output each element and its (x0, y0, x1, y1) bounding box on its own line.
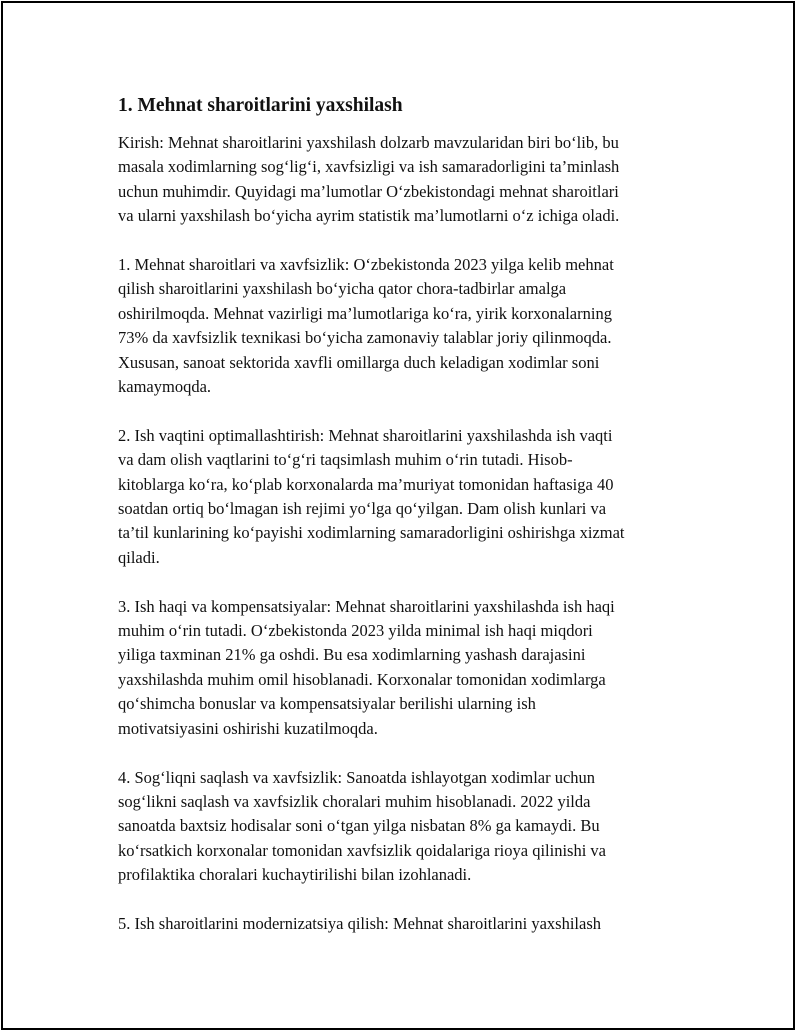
text-line: masala xodimlarning sog‘lig‘i, xavfsizligi va ish samaradorligini ta’minlash (118, 157, 620, 177)
text-line: kamaymoqda. (118, 377, 212, 397)
text-line: uchun muhimdir. Quyidagi ma’lumotlar O‘zbekistondagi mehnat sharoitlari (118, 181, 619, 201)
text-line: 1. Mehnat sharoitlari va xavfsizlik: O‘zbekistonda 2023 yilga kelib mehnat (118, 255, 614, 275)
text-line: motivatsiyasini oshirishi kuzatilmoqda. (118, 718, 378, 738)
text-line: 73% da xavfsizlik texnikasi bo‘yicha zamonaviy talablar joriy qilinmoqda. (118, 328, 612, 348)
text-line: 5. Ish sharoitlarini modernizatsiya qilish: Mehnat sharoitlarini yaxshilash (118, 913, 601, 933)
text-line: ta’til kunlarining ko‘payishi xodimlarning samaradorligini oshirishga xizmat (118, 523, 625, 543)
text-line: soatdan ortiq bo‘lmagan ish rejimi yo‘lga qo‘yilgan. Dam olish kunlari va (118, 499, 607, 519)
text-line: 4. Sog‘liqni saqlash va xavfsizlik: Sanoatda ishlayotgan xodimlar uchun (118, 767, 596, 787)
document-body (118, 93, 688, 961)
text-line: kitoblarga ko‘ra, ko‘plab korxonalarda ma’muriyat tomonidan haftasiga 40 (118, 474, 614, 494)
intro-paragraph (118, 131, 688, 229)
paragraph-wages (118, 595, 688, 741)
text-line: qiladi. (118, 547, 160, 567)
text-line: qilish sharoitlarini yaxshilash bo‘yicha qator chora-tadbirlar amalga (118, 279, 567, 299)
paragraph-work-time (118, 424, 688, 570)
paragraph-safety (118, 253, 688, 399)
text-line: qo‘shimcha bonuslar va kompensatsiyalar berilishi ularning ish (118, 694, 536, 714)
text-line: va ularni yaxshilash bo‘yicha ayrim statistik ma’lumotlarni o‘z ichiga oladi. (118, 206, 620, 226)
text-line: 3. Ish haqi va kompensatsiyalar: Mehnat sharoitlarini yaxshilashda ish haqi (118, 596, 615, 616)
text-line: oshirilmoqda. Mehnat vazirligi ma’lumotlariga ko‘ra, yirik korxonalarning (118, 303, 612, 323)
text-line: muhim o‘rin tutadi. O‘zbekistonda 2023 yilda minimal ish haqi miqdori (118, 621, 593, 641)
text-line: sanoatda baxtsiz hodisalar soni o‘tgan yilga nisbatan 8% ga kamaydi. Bu (118, 816, 600, 836)
text-line: ko‘rsatkich korxonalar tomonidan xavfsizlik qoidalariga rioya qilinishi va (118, 840, 606, 860)
text-line: yaxshilashda muhim omil hisoblanadi. Korxonalar tomonidan xodimlarga (118, 669, 606, 689)
section-heading: 1. Mehnat sharoitlarini yaxshilash (118, 95, 403, 116)
text-line: va dam olish vaqtlarini to‘g‘ri taqsimlash muhim o‘rin tutadi. Hisob- (118, 450, 573, 470)
text-line: profilaktika choralari kuchaytirilishi bilan izohlanadi. (118, 865, 472, 885)
text-line: yiliga taxminan 21% ga oshdi. Bu esa xodimlarning yashash darajasini (118, 645, 586, 665)
paragraph-modernization (118, 912, 688, 936)
text-line: 2. Ish vaqtini optimallashtirish: Mehnat sharoitlarini yaxshilashda ish vaqti (118, 425, 613, 445)
text-line: sog‘likni saqlash va xavfsizlik choralari muhim hisoblanadi. 2022 yilda (118, 791, 591, 811)
text-line: Kirish: Mehnat sharoitlarini yaxshilash dolzarb mavzularidan biri bo‘lib, bu (118, 133, 619, 152)
paragraph-health (118, 766, 688, 888)
text-line: Xususan, sanoat sektorida xavfli omillarga duch keladigan xodimlar soni (118, 352, 600, 372)
